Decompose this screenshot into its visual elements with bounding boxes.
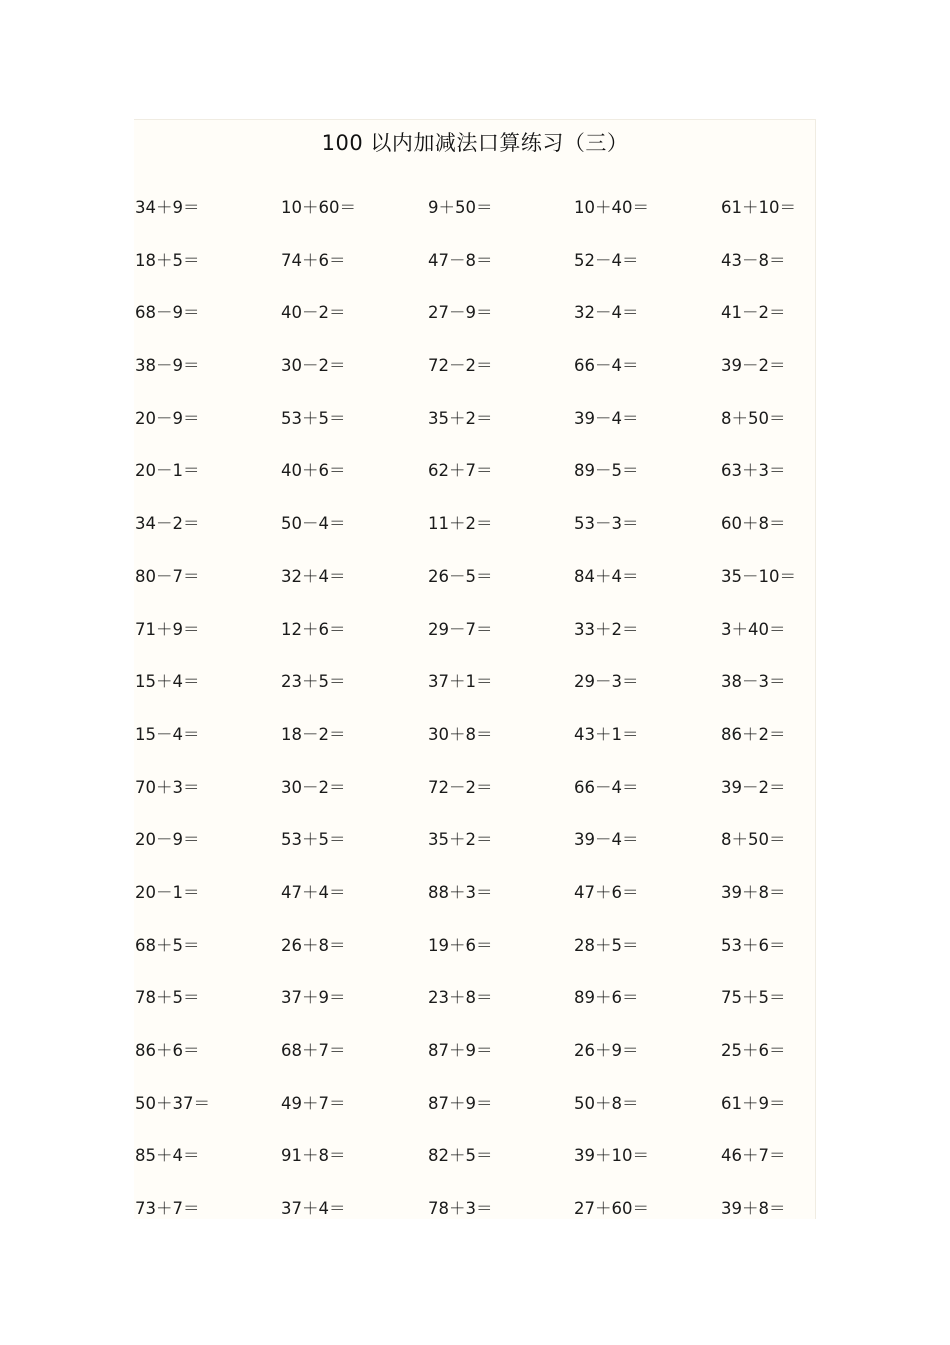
problem-row xyxy=(135,1039,815,1092)
problem-row xyxy=(135,354,815,407)
problem-item: 26＋8＝ xyxy=(281,935,346,955)
problem-row xyxy=(135,986,815,1039)
problem-item: 39－2＝ xyxy=(721,777,786,797)
problem-item: 38－9＝ xyxy=(135,356,200,376)
problem-item: 30－2＝ xyxy=(281,777,346,797)
problem-item: 71＋9＝ xyxy=(135,619,200,639)
problem-item: 63＋3＝ xyxy=(721,461,786,481)
problem-item: 39＋8＝ xyxy=(721,882,786,902)
problem-item: 61＋9＝ xyxy=(721,1093,786,1113)
problem-item: 47＋6＝ xyxy=(574,882,639,902)
problem-item: 50－4＝ xyxy=(281,514,346,534)
problem-item: 26－5＝ xyxy=(428,566,493,586)
problem-item: 89＋6＝ xyxy=(574,988,639,1008)
worksheet xyxy=(134,119,816,1219)
problem-item: 37＋4＝ xyxy=(281,1199,346,1219)
worksheet-title: 100 以内加减法口算练习（三） xyxy=(321,131,629,155)
problem-item: 27－9＝ xyxy=(428,303,493,323)
problem-item: 53＋5＝ xyxy=(281,408,346,428)
problem-item: 10＋60＝ xyxy=(281,198,356,217)
problem-item: 34－2＝ xyxy=(135,514,200,534)
problem-row xyxy=(135,934,815,987)
problem-row xyxy=(135,301,815,354)
problem-item: 32＋4＝ xyxy=(281,566,346,586)
problem-item: 37＋9＝ xyxy=(281,988,346,1008)
problem-item: 72－2＝ xyxy=(428,356,493,376)
problem-item: 30＋8＝ xyxy=(428,724,493,744)
problem-item: 15＋4＝ xyxy=(135,672,200,692)
problem-item: 91＋8＝ xyxy=(281,1146,346,1166)
problem-item: 39＋8＝ xyxy=(721,1199,786,1219)
problem-item: 23＋5＝ xyxy=(281,672,346,692)
problem-item: 39＋10＝ xyxy=(574,1146,649,1166)
problem-item: 35＋2＝ xyxy=(428,408,493,428)
problem-item: 38－3＝ xyxy=(721,672,786,692)
problem-item: 50＋37＝ xyxy=(135,1093,210,1113)
problem-row xyxy=(135,776,815,829)
problem-item: 62＋7＝ xyxy=(428,461,493,481)
problem-row xyxy=(135,1144,815,1197)
problem-item: 61＋10＝ xyxy=(721,198,796,217)
problem-row xyxy=(135,249,815,302)
problem-item: 39－4＝ xyxy=(574,830,639,850)
problem-item: 3＋40＝ xyxy=(721,619,786,639)
problem-item: 43＋1＝ xyxy=(574,724,639,744)
problem-row xyxy=(135,407,815,460)
problem-item: 46＋7＝ xyxy=(721,1146,786,1166)
problem-item: 74＋6＝ xyxy=(281,250,346,270)
problem-item: 50＋8＝ xyxy=(574,1093,639,1113)
problem-item: 28＋5＝ xyxy=(574,935,639,955)
problem-item: 20－9＝ xyxy=(135,830,200,850)
problem-item: 53－3＝ xyxy=(574,514,639,534)
problem-item: 66－4＝ xyxy=(574,777,639,797)
problem-row xyxy=(135,565,815,618)
problem-item: 75＋5＝ xyxy=(721,988,786,1008)
problem-item: 43－8＝ xyxy=(721,250,786,270)
problem-item: 18－2＝ xyxy=(281,724,346,744)
problem-item: 40＋6＝ xyxy=(281,461,346,481)
problem-row xyxy=(135,1197,815,1250)
problem-item: 86＋2＝ xyxy=(721,724,786,744)
problem-item: 18＋5＝ xyxy=(135,250,200,270)
problem-row xyxy=(135,723,815,776)
problem-item: 49＋7＝ xyxy=(281,1093,346,1113)
problem-item: 23＋8＝ xyxy=(428,988,493,1008)
problem-item: 80－7＝ xyxy=(135,566,200,586)
problem-item: 33＋2＝ xyxy=(574,619,639,639)
problem-item: 12＋6＝ xyxy=(281,619,346,639)
problem-item: 73＋7＝ xyxy=(135,1199,200,1219)
problem-item: 60＋8＝ xyxy=(721,514,786,534)
problem-item: 11＋2＝ xyxy=(428,514,493,534)
problem-item: 47＋4＝ xyxy=(281,882,346,902)
problem-item: 25＋6＝ xyxy=(721,1041,786,1060)
problem-item: 52－4＝ xyxy=(574,250,639,270)
problem-item: 40－2＝ xyxy=(281,303,346,323)
problem-item: 35－10＝ xyxy=(721,566,796,586)
problem-item: 41－2＝ xyxy=(721,303,786,323)
problem-item: 29－7＝ xyxy=(428,619,493,639)
problem-item: 47－8＝ xyxy=(428,250,493,270)
problem-item: 27＋60＝ xyxy=(574,1199,649,1219)
problem-row xyxy=(135,618,815,671)
problem-row xyxy=(135,459,815,512)
problem-item: 37＋1＝ xyxy=(428,672,493,692)
problem-item: 26＋9＝ xyxy=(574,1041,639,1060)
problem-item: 39－4＝ xyxy=(574,408,639,428)
problem-item: 87＋9＝ xyxy=(428,1093,493,1113)
problem-item: 35＋2＝ xyxy=(428,830,493,850)
problem-grid xyxy=(135,196,815,1250)
problem-row xyxy=(135,196,815,249)
problem-item: 8＋50＝ xyxy=(721,408,786,428)
problem-row xyxy=(135,670,815,723)
problem-item: 85＋4＝ xyxy=(135,1146,200,1166)
problem-item: 68＋7＝ xyxy=(281,1041,346,1060)
problem-item: 15－4＝ xyxy=(135,724,200,744)
problem-item: 84＋4＝ xyxy=(574,566,639,586)
problem-item: 39－2＝ xyxy=(721,356,786,376)
problem-item: 19＋6＝ xyxy=(428,935,493,955)
problem-item: 8＋50＝ xyxy=(721,830,786,850)
problem-row xyxy=(135,881,815,934)
problem-item: 10＋40＝ xyxy=(574,198,649,217)
problem-item: 68＋5＝ xyxy=(135,935,200,955)
problem-item: 34＋9＝ xyxy=(135,198,200,217)
problem-item: 30－2＝ xyxy=(281,356,346,376)
problem-item: 78＋3＝ xyxy=(428,1199,493,1219)
problem-item: 9＋50＝ xyxy=(428,198,493,217)
problem-item: 20－1＝ xyxy=(135,461,200,481)
problem-item: 68－9＝ xyxy=(135,303,200,323)
problem-item: 20－9＝ xyxy=(135,408,200,428)
problem-item: 89－5＝ xyxy=(574,461,639,481)
problem-item: 72－2＝ xyxy=(428,777,493,797)
problem-item: 29－3＝ xyxy=(574,672,639,692)
problem-item: 53＋6＝ xyxy=(721,935,786,955)
problem-row xyxy=(135,512,815,565)
problem-item: 70＋3＝ xyxy=(135,777,200,797)
problem-item: 20－1＝ xyxy=(135,882,200,902)
problem-row xyxy=(135,828,815,881)
problem-item: 86＋6＝ xyxy=(135,1041,200,1060)
problem-item: 78＋5＝ xyxy=(135,988,200,1008)
problem-item: 88＋3＝ xyxy=(428,882,493,902)
problem-item: 66－4＝ xyxy=(574,356,639,376)
problem-item: 87＋9＝ xyxy=(428,1041,493,1060)
problem-row xyxy=(135,1092,815,1145)
problem-item: 53＋5＝ xyxy=(281,830,346,850)
problem-item: 82＋5＝ xyxy=(428,1146,493,1166)
problem-item: 32－4＝ xyxy=(574,303,639,323)
